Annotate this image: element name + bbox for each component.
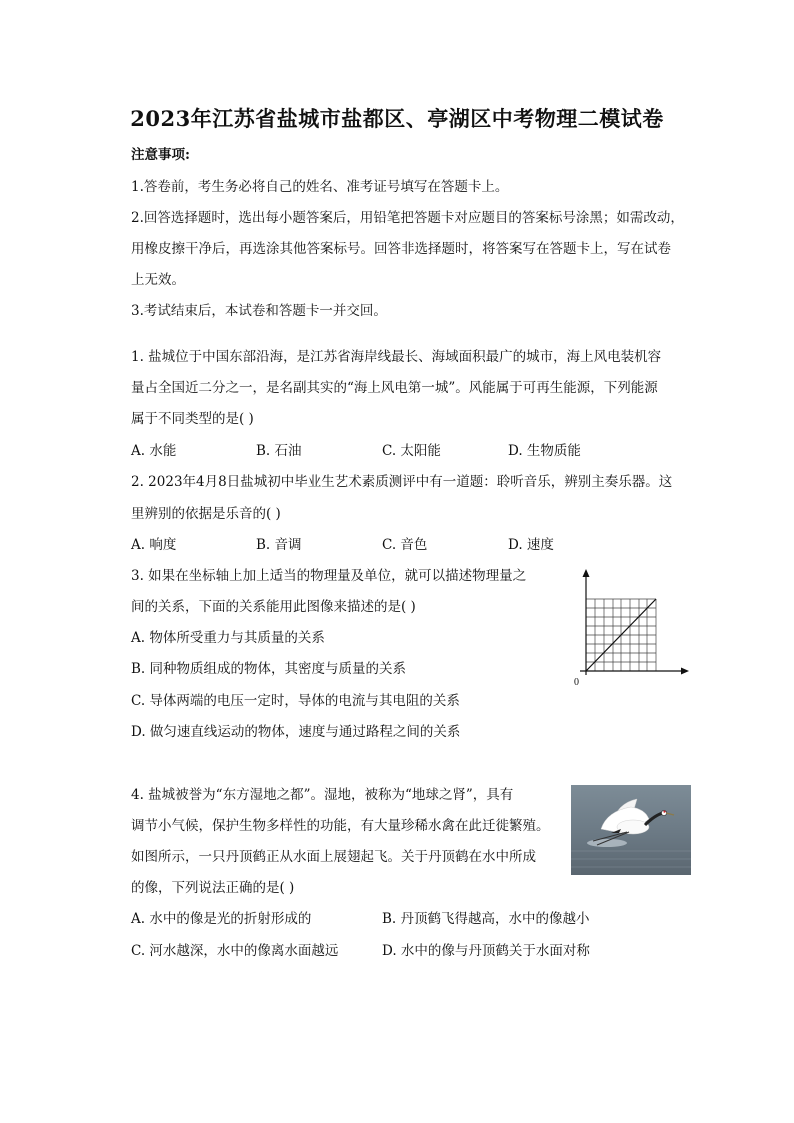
question-3-text: 3. 如果在坐标轴上加上适当的物理量及单位，就可以描述物理量之 <box>131 568 527 584</box>
crane-photo <box>571 785 691 875</box>
question-4-option-a: A. 水中的像是光的折射形成的 <box>131 911 312 927</box>
graph-x-arrow <box>681 668 689 675</box>
crane-crown <box>663 811 665 813</box>
notice-line: 3.考试结束后，本试卷和答题卡一并交回。 <box>131 303 387 319</box>
question-2-option-b: B. 音调 <box>256 537 302 553</box>
question-4-text: 的像，下列说法正确的是( ) <box>131 880 295 896</box>
question-4-option-c: C. 河水越深，水中的像离水面越远 <box>131 943 339 959</box>
question-1-option-d: D. 生物质能 <box>508 443 581 459</box>
question-1-option-a: A. 水能 <box>131 443 177 459</box>
question-1-option-b: B. 石油 <box>256 443 302 459</box>
graph-y-arrow <box>583 569 590 577</box>
question-4-text: 调节小气候，保护生物多样性的功能，有大量珍稀水禽在此迁徙繁殖。 <box>131 818 550 834</box>
question-4-option-d: D. 水中的像与丹顶鹤关于水面对称 <box>382 943 590 959</box>
notice-line: 用橡皮擦干净后，再选涂其他答案标号。回答非选择题时，将答案写在答题卡上，写在试卷 <box>131 241 671 257</box>
question-2-text: 里辨别的依据是乐音的( ) <box>131 506 281 522</box>
notice-line: 2.回答选择题时，选出每小题答案后，用铅笔把答题卡对应题目的答案标号涂黑；如需改动， <box>131 210 684 226</box>
question-3-option-a: A. 物体所受重力与其质量的关系 <box>131 630 325 646</box>
question-3-option-b: B. 同种物质组成的物体，其密度与质量的关系 <box>131 661 407 677</box>
question-3-text: 间的关系，下面的关系能用此图像来描述的是( ) <box>131 599 416 615</box>
question-2-text: 2. 2023年4月8日盐城初中毕业生艺术素质测评中有一道题：聆听音乐，辨别主奏乐器。这 <box>131 474 673 490</box>
question-3-option-d: D. 做匀速直线运动的物体，速度与通过路程之间的关系 <box>131 724 461 740</box>
question-2-option-c: C. 音色 <box>382 537 428 553</box>
water-splash <box>587 839 627 847</box>
question-2-option-a: A. 响度 <box>131 537 177 553</box>
question-2-option-d: D. 速度 <box>508 537 554 553</box>
question-4-text: 如图所示，一只丹顶鹤正从水面上展翅起飞。关于丹顶鹤在水中所成 <box>131 849 536 865</box>
crane-body <box>617 820 649 834</box>
question-1-text: 属于不同类型的是( ) <box>131 411 254 427</box>
question-3-graph <box>570 567 694 689</box>
question-1-option-c: C. 太阳能 <box>382 443 441 459</box>
page-title: 2023年江苏省盐城市盐都区、亭湖区中考物理二模试卷 <box>130 106 664 131</box>
question-1-text: 1. 盐城位于中国东部沿海，是江苏省海岸线最长、海域面积最广的城市，海上风电装机容 <box>131 349 662 365</box>
question-1-text: 量占全国近二分之一，是名副其实的“海上风电第一城”。风能属于可再生能源，下列能源 <box>131 380 658 396</box>
question-4-option-b: B. 丹顶鹤飞得越高，水中的像越小 <box>382 911 590 927</box>
graph-origin-label: 0 <box>574 677 579 688</box>
notice-line: 1.答卷前，考生务必将自己的姓名、准考证号填写在答题卡上。 <box>131 179 509 195</box>
notice-heading: 注意事项: <box>131 147 190 163</box>
question-4-text: 4. 盐城被誉为“东方湿地之都”。湿地，被称为“地球之肾”，具有 <box>131 787 514 803</box>
question-3-option-c: C. 导体两端的电压一定时，导体的电流与其电阻的关系 <box>131 693 460 709</box>
notice-line: 上无效。 <box>131 272 185 288</box>
